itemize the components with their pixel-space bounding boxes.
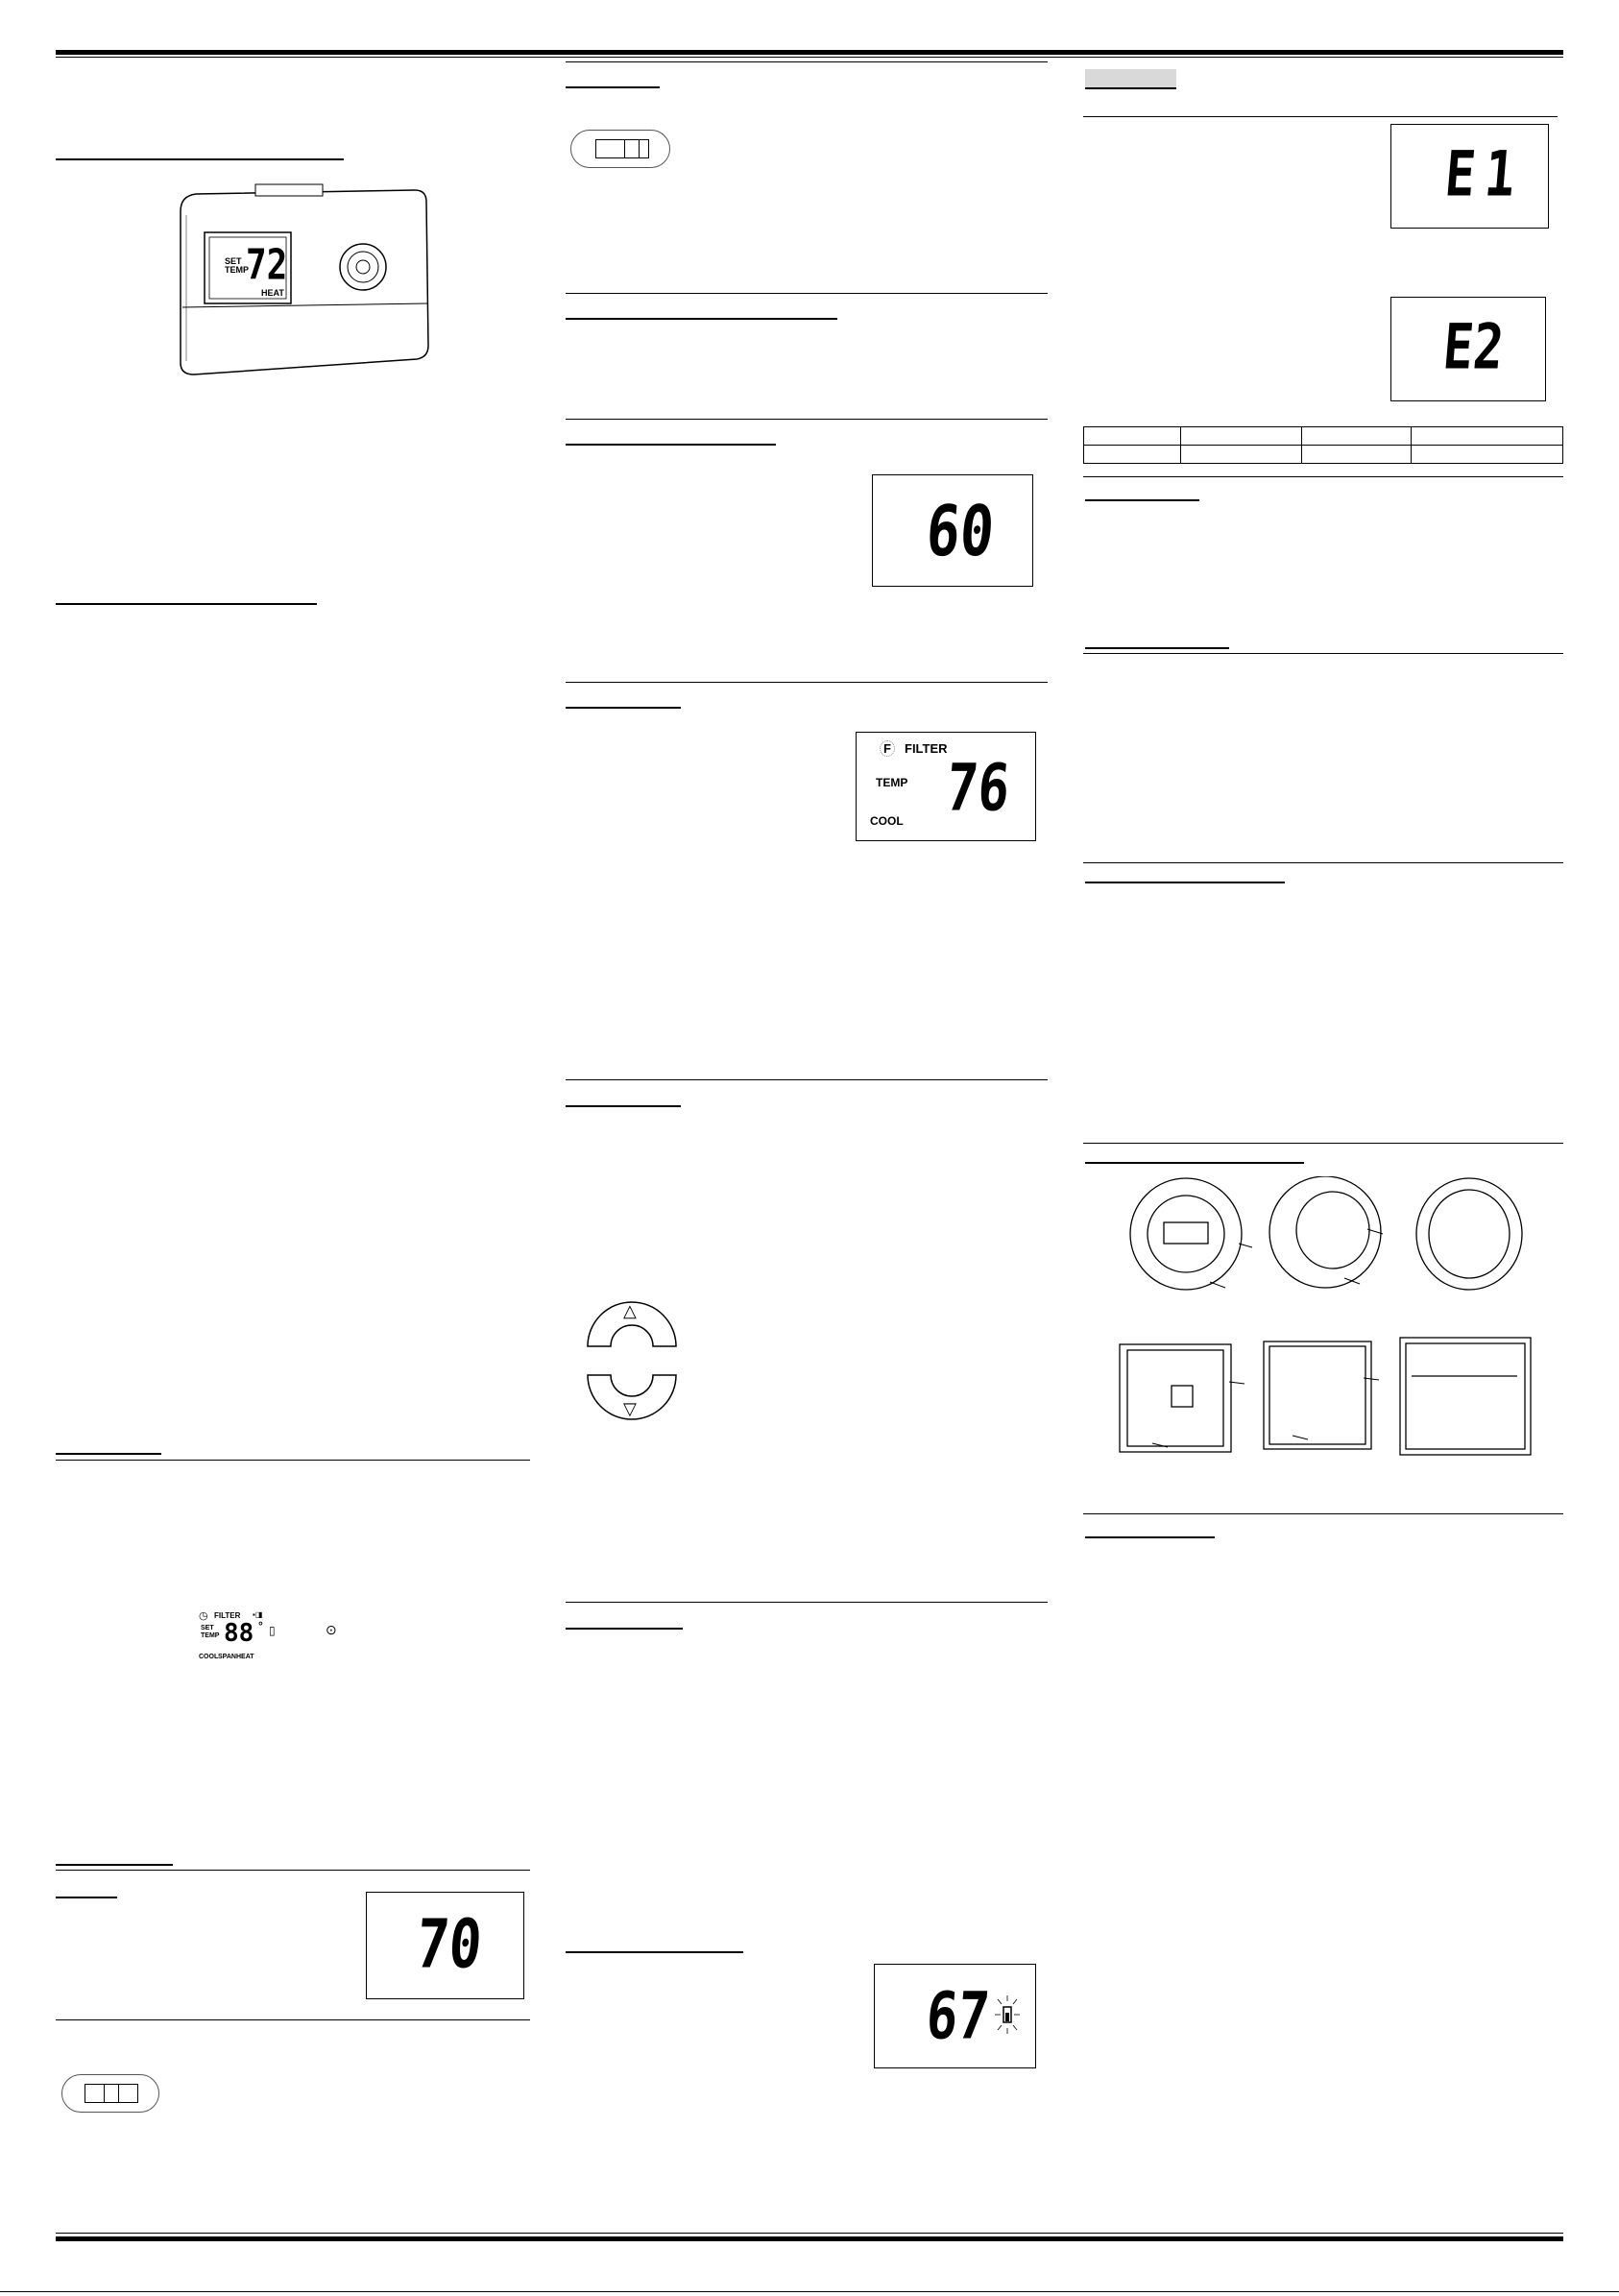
- section-heading-underline: [56, 158, 344, 160]
- section-divider: [56, 2019, 530, 2020]
- section-divider: [1083, 653, 1563, 654]
- section-heading-underline: [56, 1453, 161, 1455]
- mounting-plates-drawing: [1095, 1176, 1546, 1469]
- lcd-filter-label: FILTER: [905, 741, 948, 756]
- lcd-f-indicator: F: [880, 740, 895, 757]
- top-rule: [56, 50, 1563, 55]
- section-divider: [566, 682, 1048, 683]
- lcd-display-67-blink: [874, 1964, 1036, 2068]
- bottom-rule: [56, 2236, 1563, 2241]
- lcd-display-60: [872, 474, 1033, 587]
- section-heading-underline: [566, 444, 776, 446]
- top-rule-thin: [56, 57, 1563, 58]
- section-divider: [56, 1870, 530, 1871]
- flashing-fan-icon: [994, 1994, 1021, 2036]
- table-row: [1084, 446, 1563, 464]
- lcd-display-70: [366, 1892, 524, 1999]
- up-arrow-button[interactable]: △: [623, 1301, 637, 1320]
- flash-rays-drawing: [994, 1994, 1021, 2036]
- down-arrow-button[interactable]: ▽: [623, 1399, 637, 1418]
- section-heading-underline: [1085, 499, 1199, 501]
- section-heading-underline: [1085, 1536, 1215, 1538]
- full-display-degree: °: [258, 1619, 263, 1632]
- full-display-temp-label: TEMP: [201, 1632, 220, 1639]
- clock-icon: ◷: [199, 1610, 208, 1622]
- lcd-e2-code: E2: [1439, 311, 1507, 384]
- lcd-temp-label: TEMP: [876, 776, 908, 789]
- section-heading-underline: [1085, 87, 1176, 89]
- page-foot-line: [0, 2291, 1619, 2292]
- section-divider: [566, 293, 1048, 294]
- device-temp-readout: 72: [246, 241, 288, 290]
- section-heading-underline: [566, 86, 660, 88]
- section-heading-underline: [56, 603, 317, 605]
- section-divider: [1083, 116, 1558, 117]
- full-display-heat-label: HEAT: [236, 1654, 254, 1660]
- section-heading-underline: [56, 1864, 173, 1866]
- switch-knob[interactable]: [104, 2084, 119, 2103]
- lcd-67-digits: 67: [923, 1978, 993, 2054]
- section-heading-underline: [56, 1897, 117, 1898]
- full-display-digits: 88: [224, 1619, 254, 1648]
- section-heading-underline: [1085, 1162, 1304, 1164]
- wake-icon: ⊙: [326, 1622, 337, 1637]
- section-divider: [566, 1079, 1048, 1080]
- section-divider: [1083, 862, 1563, 863]
- bottom-rule-thin: [56, 2233, 1563, 2234]
- section-heading-underline: [566, 318, 837, 320]
- section-heading-underline: [566, 707, 681, 709]
- lcd-cool-label: COOL: [870, 814, 904, 828]
- heading-shade-box: [1085, 69, 1176, 87]
- thermostat-device-drawing: [173, 182, 432, 384]
- section-divider: [1083, 1143, 1563, 1144]
- full-display-set-label: SET: [201, 1625, 214, 1631]
- section-divider: [1083, 1513, 1563, 1514]
- lcd-70-digits: 70: [413, 1905, 485, 1985]
- section-heading-underline: [566, 1105, 681, 1107]
- lcd-60-digits: 60: [923, 490, 998, 572]
- full-display-filter-label: FILTER: [214, 1611, 241, 1620]
- fan-icon: ▯: [269, 1624, 276, 1637]
- error-code-table: [1083, 426, 1563, 464]
- section-heading-underline: [1085, 882, 1285, 883]
- up-down-button-pair: [584, 1298, 680, 1421]
- lcd-display-76-filter: [856, 732, 1036, 841]
- device-set-temp-label: SET TEMP: [225, 256, 250, 275]
- switch-slot: [595, 139, 649, 158]
- device-heat-label: HEAT: [261, 288, 284, 298]
- mounting-accessories-illustration: [1095, 1176, 1546, 1469]
- lcd-e1-code: E1: [1441, 138, 1528, 211]
- full-lcd-segment-map: [197, 1609, 399, 1696]
- lcd-76-digits: 76: [943, 750, 1013, 826]
- switch-knob[interactable]: [624, 139, 640, 158]
- section-divider: [566, 419, 1048, 420]
- section-heading-underline: [1085, 647, 1229, 649]
- section-heading-underline: [566, 1628, 683, 1630]
- section-divider: [566, 61, 1048, 62]
- full-display-span-label: SPAN: [218, 1654, 236, 1660]
- section-divider: [56, 1460, 530, 1461]
- lcd-error-e1: [1390, 124, 1549, 229]
- selector-switch-left[interactable]: [61, 2074, 159, 2113]
- section-heading-underline: [566, 1951, 743, 1953]
- selector-switch-right[interactable]: [570, 130, 670, 168]
- thermostat-illustration: [173, 182, 432, 384]
- lcd-error-e2: [1390, 297, 1546, 401]
- full-display-cool-label: COOL: [199, 1654, 219, 1660]
- table-row: [1084, 427, 1563, 446]
- section-divider: [566, 1602, 1048, 1603]
- battery-icon: ▪◨: [253, 1610, 263, 1619]
- section-divider: [1083, 476, 1563, 477]
